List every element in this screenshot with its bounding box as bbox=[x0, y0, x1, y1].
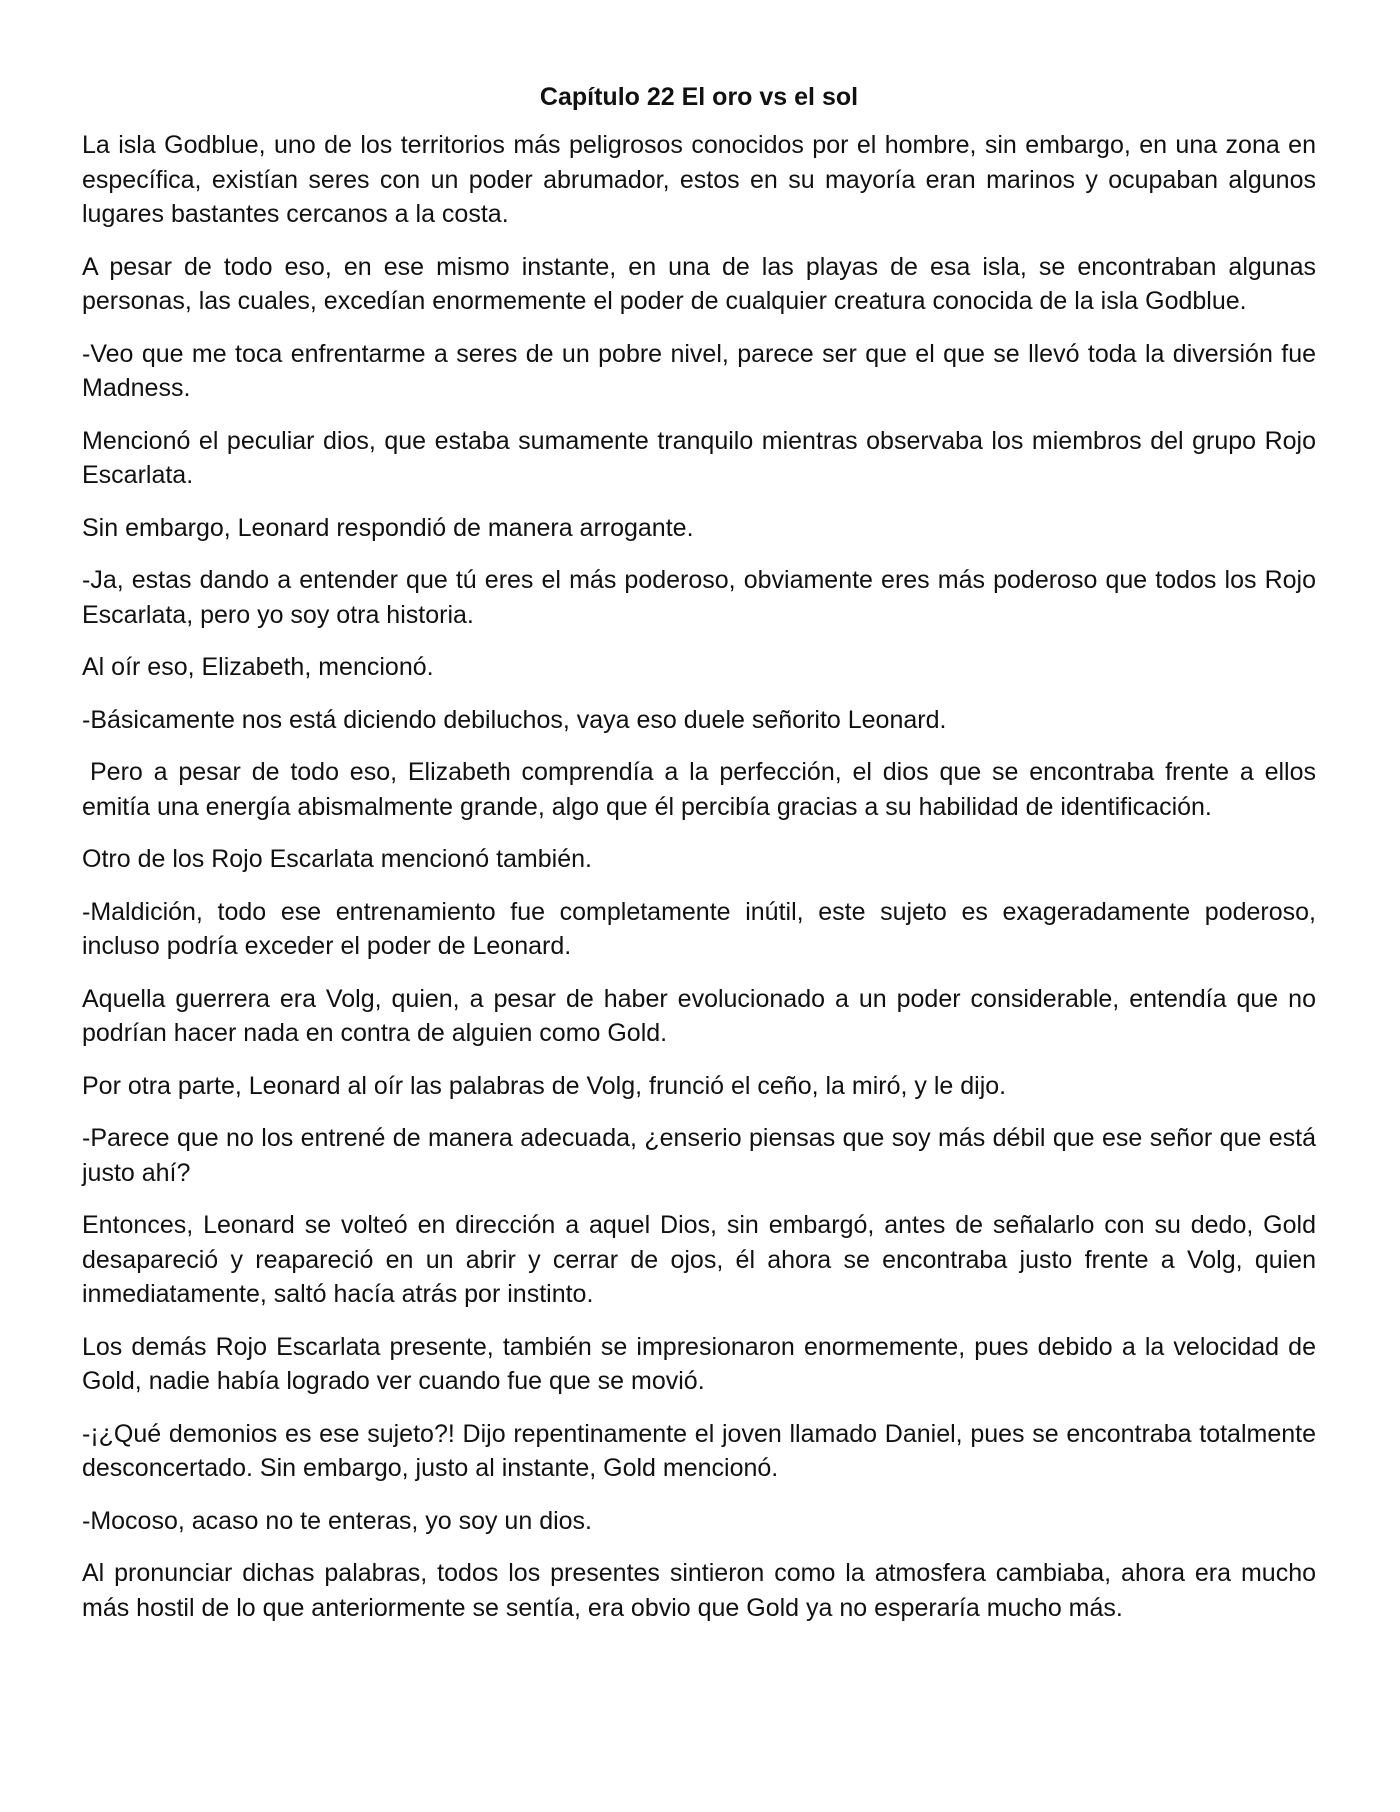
paragraph: Mencionó el peculiar dios, que estaba sumamente tranquilo mientras observaba los miembros del grupo Rojo Escarlata. bbox=[82, 426, 1316, 489]
paragraph: -Veo que me toca enfrentarme a seres de un pobre nivel, parece ser que el que se llevó toda la diversión fue Madness. bbox=[82, 339, 1316, 402]
paragraph: Otro de los Rojo Escarlata mencionó también. bbox=[82, 845, 592, 873]
paragraph: -¡¿Qué demonios es ese sujeto?! Dijo repentinamente el joven llamado Daniel, pues se encontraba totalmente desconcertado. Sin embargo, justo al instante, Gold mencionó. bbox=[82, 1419, 1316, 1482]
paragraph: Al pronunciar dichas palabras, todos los presentes sintieron como la atmosfera cambiaba, ahora era mucho más hostil de lo que anteriormente se sentía, era obvio que Gold ya no esperaría mucho más. bbox=[82, 1559, 1316, 1622]
paragraph: -Maldición, todo ese entrenamiento fue completamente inútil, este sujeto es exageradamente poderoso, incluso podría exceder el poder de Leonard. bbox=[82, 897, 1316, 960]
paragraph: -Ja, estas dando a entender que tú eres el más poderoso, obviamente eres más poderoso que todos los Rojo Escarlata, pero yo soy otra historia. bbox=[82, 566, 1316, 629]
paragraph: Sin embargo, Leonard respondió de manera arrogante. bbox=[82, 513, 694, 542]
paragraph: Por otra parte, Leonard al oír las palabras de Volg, frunció el ceño, la miró, y le dijo. bbox=[82, 1071, 1007, 1100]
chapter-body bbox=[82, 128, 1316, 1625]
paragraph: Aquella guerrera era Volg, quien, a pesar de haber evolucionado a un poder considerable, entendía que no podrían hacer nada en contra de alguien como Gold. bbox=[82, 984, 1316, 1047]
paragraph: Pero a pesar de todo eso, Elizabeth comprendía a la perfección, el dios que se encontraba frente a ellos emitía una energía abismalmente grande, algo que él percibía gracias a su habilidad de identificación. bbox=[82, 758, 1316, 821]
paragraph: -Parece que no los entrené de manera adecuada, ¿enserio piensas que soy más débil que ese señor que está justo ahí? bbox=[82, 1124, 1316, 1187]
paragraph: A pesar de todo eso, en ese mismo instante, en una de las playas de esa isla, se encontraban algunas personas, las cuales, excedían enormemente el poder de cualquier creatura conocida de la isla Godblue. bbox=[82, 252, 1316, 315]
paragraph: Al oír eso, Elizabeth, mencionó. bbox=[82, 653, 434, 681]
chapter-title: Capítulo 22 El oro vs el sol bbox=[539, 83, 859, 111]
paragraph: Los demás Rojo Escarlata presente, también se impresionaron enormemente, pues debido a la velocidad de Gold, nadie había logrado ver cuando fue que se movió. bbox=[82, 1332, 1316, 1395]
paragraph: Entonces, Leonard se volteó en dirección a aquel Dios, sin embargó, antes de señalarlo con su dedo, Gold desapareció y reapareció en un abrir y cerrar de ojos, él ahora se encontraba justo frente a Volg, quien inmediatamente, saltó hacía atrás por instinto. bbox=[82, 1211, 1316, 1308]
paragraph: -Mocoso, acaso no te enteras, yo soy un dios. bbox=[82, 1506, 592, 1535]
paragraph: -Básicamente nos está diciendo debiluchos, vaya eso duele señorito Leonard. bbox=[82, 705, 947, 734]
paragraph: La isla Godblue, uno de los territorios más peligrosos conocidos por el hombre, sin embargo, en una zona en específica, existían seres con un poder abrumador, estos en su mayoría eran marinos y ocupaban algunos lugares bastantes cercanos a la costa. bbox=[82, 131, 1316, 228]
